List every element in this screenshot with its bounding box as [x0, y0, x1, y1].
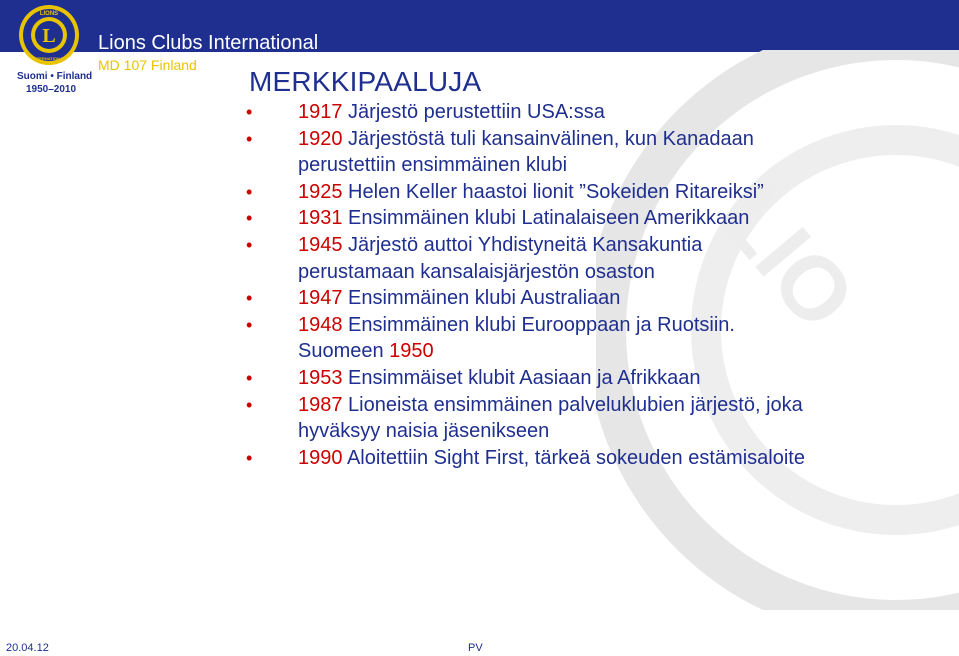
list-item	[246, 232, 806, 285]
list-item	[246, 99, 806, 126]
footer-initials: PV	[468, 642, 483, 654]
item-text: Ensimmäinen klubi Australiaan	[342, 287, 621, 310]
item-text: Aloitettiin Sight First, tärkeä sokeuden estämisaloite	[342, 446, 805, 469]
bullet-icon: •	[246, 234, 253, 255]
item-text: Ensimmäinen klubi Eurooppaan ja Ruotsiin. Suomeen	[298, 313, 735, 363]
item-year: 1947	[298, 287, 343, 310]
bullet-icon: •	[246, 288, 253, 309]
bullet-icon: •	[246, 208, 253, 229]
item-year: 1945	[298, 233, 343, 256]
item-text: Järjestöstä tuli kansainvälinen, kun Kanadaan perustettiin ensimmäinen klubi	[298, 127, 754, 177]
item-text: Helen Keller haastoi lionit ”Sokeiden Ritareiksi”	[342, 180, 764, 203]
slide-title: MERKKIPAALUJA	[249, 66, 482, 97]
bullet-icon: •	[246, 102, 253, 122]
bullet-icon: •	[246, 314, 253, 335]
item-text: Ensimmäiset klubit Aasiaan ja Afrikkaan	[342, 366, 701, 389]
item-year: 1953	[298, 366, 343, 389]
item-text: Järjestö auttoi Yhdistyneitä Kansakuntia perustamaan kansalaisjärjestön osaston	[298, 233, 703, 283]
list-item	[246, 365, 806, 392]
bullet-icon: •	[246, 367, 253, 388]
logo-years: 1950–2010	[26, 84, 77, 95]
list-item	[246, 205, 806, 232]
bullet-icon: •	[246, 181, 253, 202]
item-year: 1987	[298, 393, 343, 416]
list-item	[246, 285, 806, 312]
list-item	[246, 392, 806, 445]
list-item	[246, 312, 806, 365]
header-subtitle: MD 107 Finland	[98, 57, 197, 73]
bullet-icon: •	[246, 128, 253, 149]
item-year: 1990	[298, 446, 343, 469]
svg-text:LIO: LIO	[700, 168, 874, 348]
item-text: Järjestö perustettiin USA:ssa	[342, 101, 605, 123]
list-item	[246, 179, 806, 206]
logo-letter: L	[42, 25, 56, 47]
item-highlight: 1950	[389, 340, 434, 363]
list-item	[246, 126, 806, 179]
footer-date: 20.04.12	[6, 642, 49, 654]
logo-country: Suomi • Finland	[17, 71, 93, 82]
header-title: Lions Clubs International	[98, 32, 319, 54]
item-text: Lioneista ensimmäinen palveluklubien järjestö, joka hyväksyy naisia jäsenikseen	[298, 393, 803, 443]
list-item	[246, 445, 806, 472]
item-year: 1948	[298, 313, 343, 336]
milestone-list	[246, 99, 806, 471]
item-text: Ensimmäinen klubi Latinalaiseen Amerikkaan	[342, 207, 750, 230]
logo-ring-bottom: INTERNATIONAL	[32, 56, 66, 61]
bullet-icon: •	[246, 394, 253, 415]
item-year: 1925	[298, 180, 343, 203]
bullet-icon: •	[246, 447, 253, 468]
item-year: 1917	[298, 101, 343, 123]
item-year: 1931	[298, 207, 343, 230]
logo-ring-top: LIONS	[39, 11, 59, 17]
item-year: 1920	[298, 127, 343, 150]
